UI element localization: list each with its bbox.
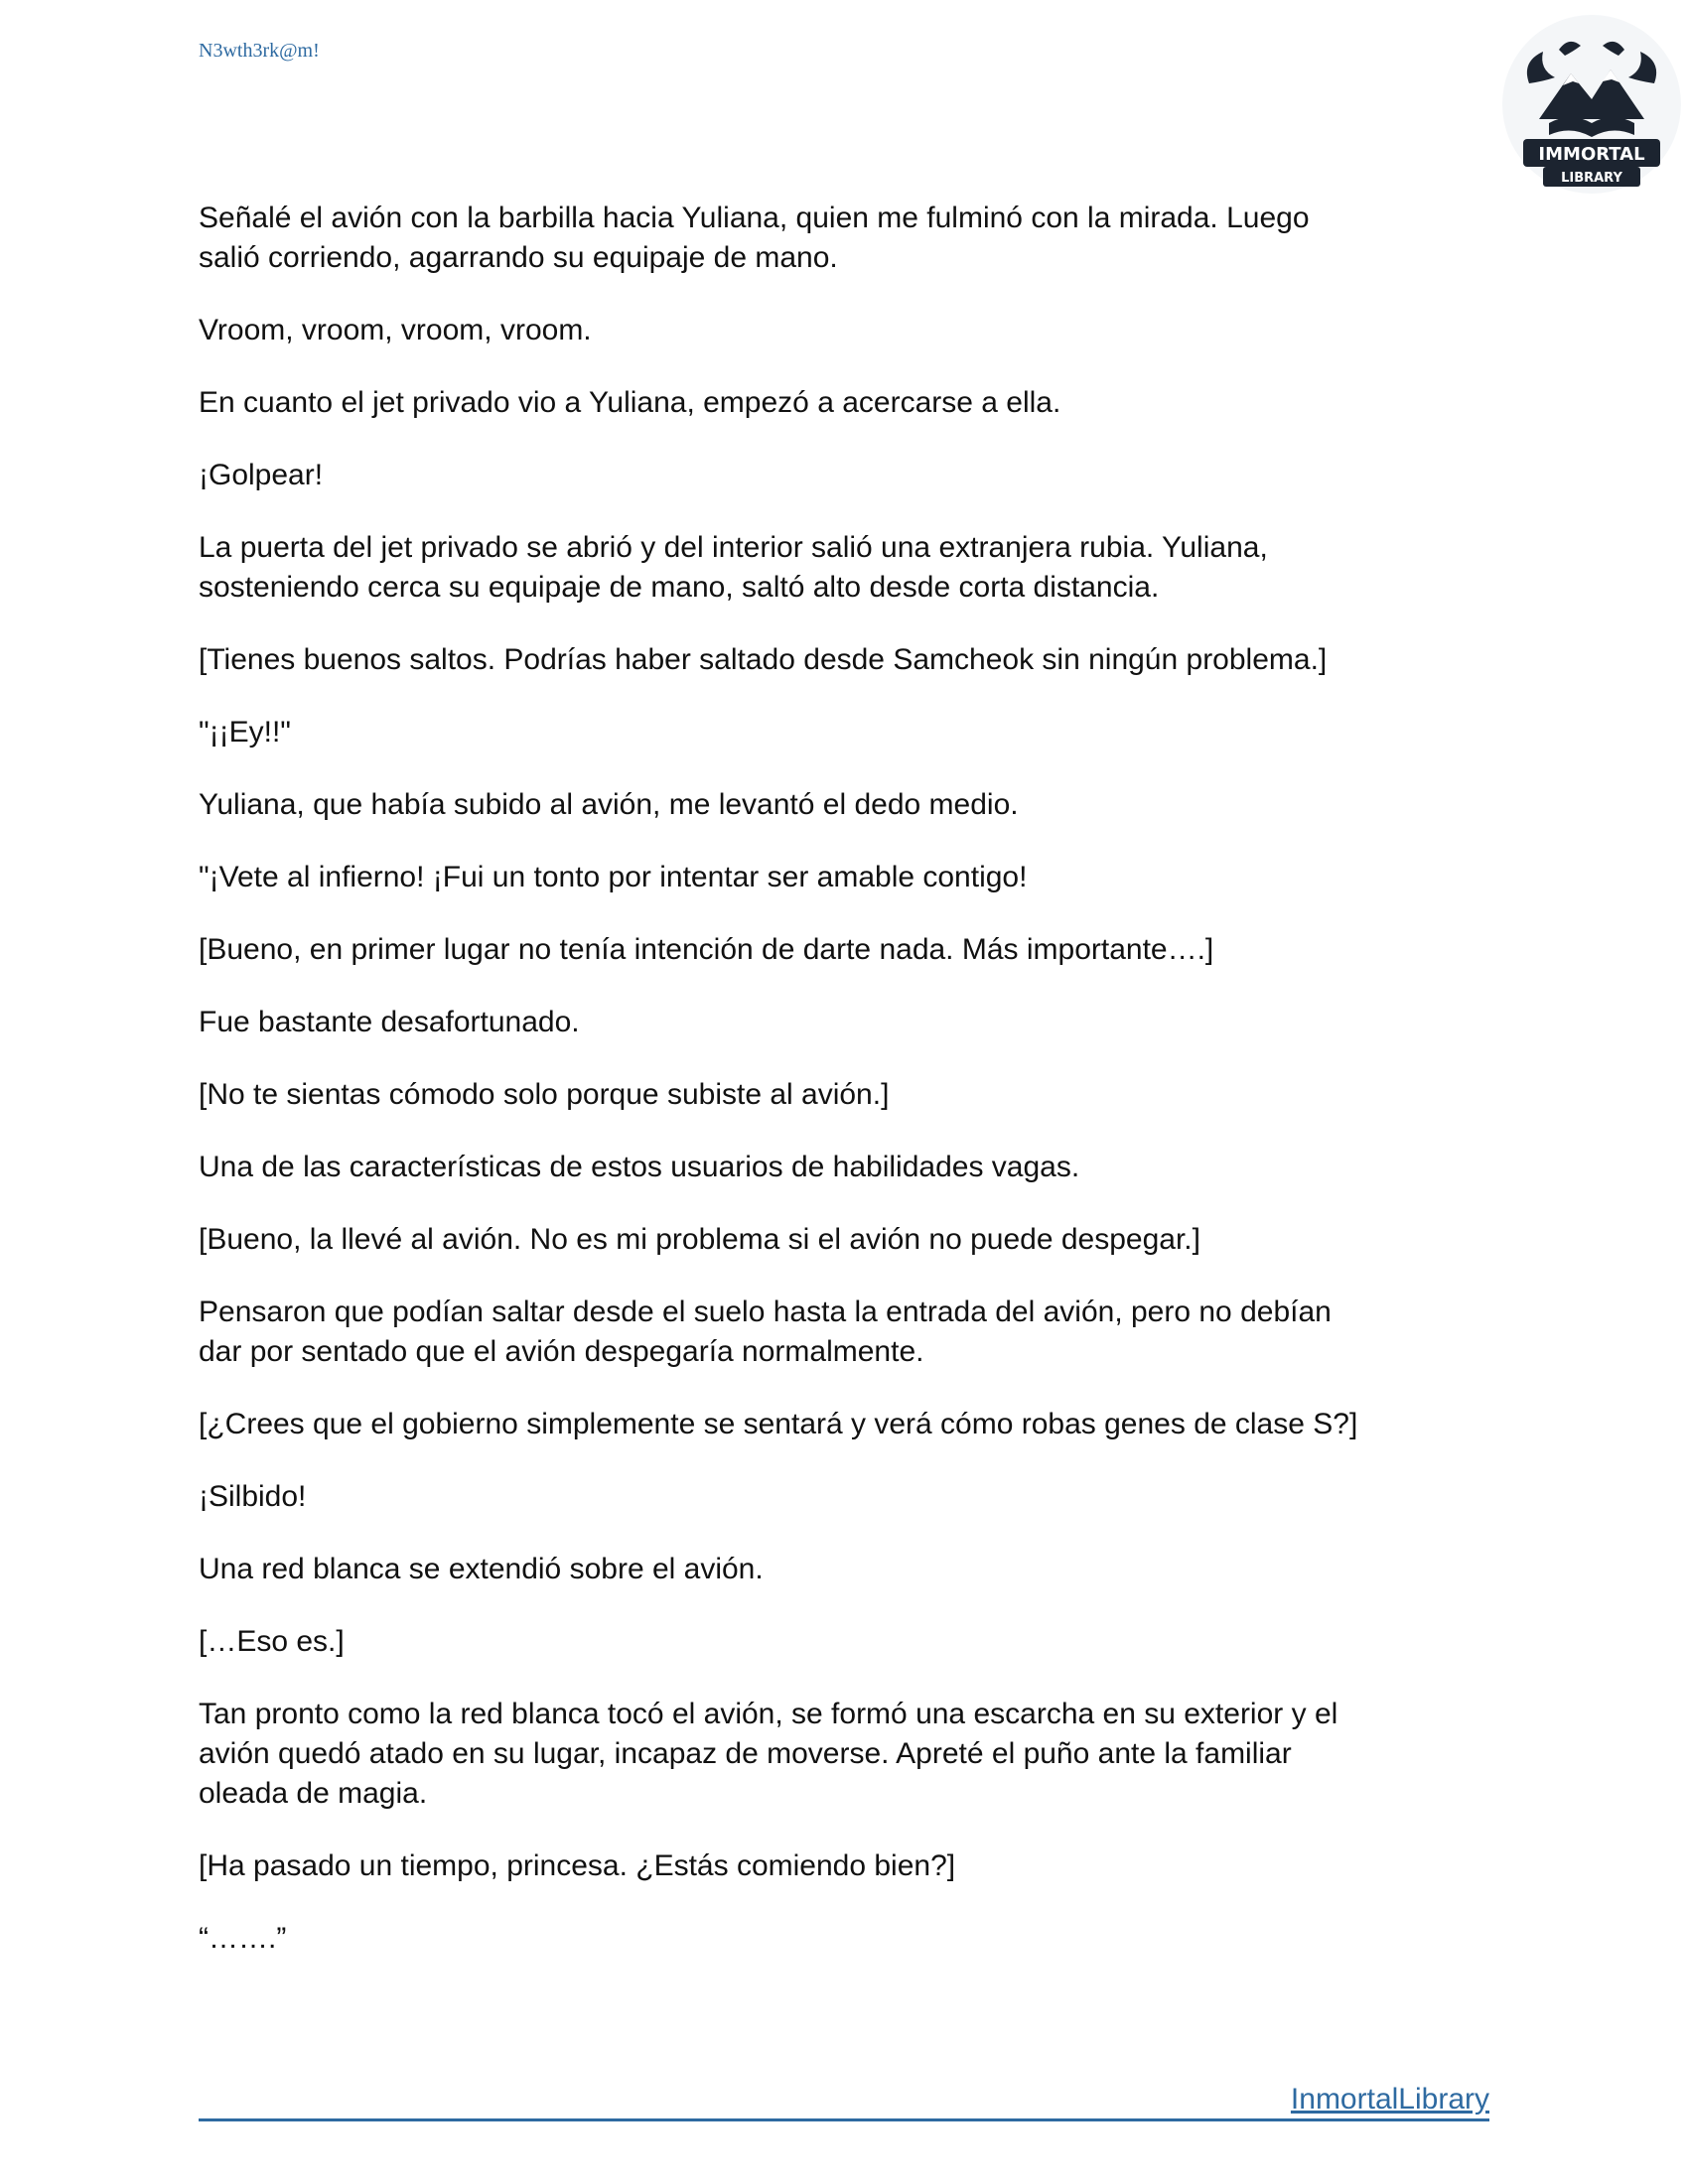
paragraph: Vroom, vroom, vroom, vroom. [199,314,592,346]
document-body [199,199,1489,1991]
paragraph: "¡Vete al infierno! ¡Fui un tonto por intentar ser amable contigo! [199,861,1028,893]
paragraph: [¿Crees que el gobierno simplemente se sentará y verá cómo robas genes de clase S?] [199,1408,1358,1440]
paragraph: "¡¡Ey!!" [199,716,291,749]
logo-text-top: IMMORTAL [1538,144,1645,165]
paragraph: Yuliana, que había subido al avión, me levantó el dedo medio. [199,788,1019,821]
paragraph: Una red blanca se extendió sobre el avión. [199,1553,764,1585]
paragraph: Tan pronto como la red blanca tocó el avión, se formó una escarcha en su exterior y el avión quedó atado en su lugar, incapaz de moverse. Apreté el puño ante la familiar oleada de magia. [199,1698,1338,1810]
paragraph: La puerta del jet privado se abrió y del interior salió una extranjera rubia. Yuliana, sosteniendo cerca su equipaje de mano, saltó alto desde corta distancia. [199,531,1268,604]
paragraph: [Tienes buenos saltos. Podrías haber saltado desde Samcheok sin ningún problema.] [199,643,1328,676]
paragraph: Fue bastante desafortunado. [199,1006,580,1038]
paragraph: Señalé el avión con la barbilla hacia Yuliana, quien me fulminó con la mirada. Luego salió corriendo, agarrando su equipaje de mano. [199,202,1310,274]
paragraph: Una de las características de estos usuarios de habilidades vagas. [199,1151,1080,1183]
paragraph: “…….” [199,1922,287,1955]
paragraph: [No te sientas cómodo solo porque subiste al avión.] [199,1078,890,1111]
paragraph: En cuanto el jet privado vio a Yuliana, empezó a acercarse a ella. [199,386,1061,419]
paragraph: ¡Silbido! [199,1480,307,1513]
paragraph: [Bueno, en primer lugar no tenía intención de darte nada. Más importante….] [199,933,1214,966]
immortal-library-logo [1499,12,1684,197]
footer-rule [199,2077,1489,2121]
paragraph: […Eso es.] [199,1625,345,1658]
footer-link[interactable]: InmortalLibrary [1290,2083,1489,2116]
logo-text-bottom: LIBRARY [1561,171,1622,186]
paragraph: Pensaron que podían saltar desde el suelo hasta la entrada del avión, pero no debían dar por sentado que el avión despegaría normalmente. [199,1296,1332,1368]
paragraph: [Ha pasado un tiempo, princesa. ¿Estás comiendo bien?] [199,1849,956,1882]
header-watermark: N3wth3rk@m! [199,40,320,62]
paragraph: ¡Golpear! [199,459,324,491]
paragraph: [Bueno, la llevé al avión. No es mi problema si el avión no puede despegar.] [199,1223,1200,1256]
